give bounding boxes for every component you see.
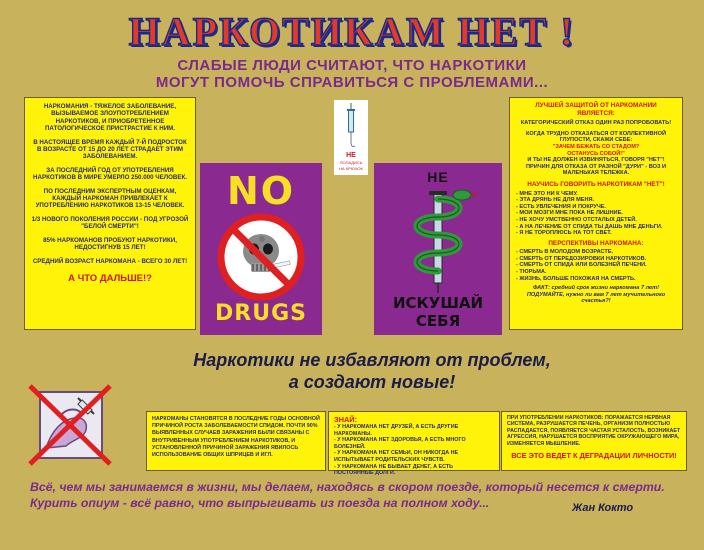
subtitle-line-2: МОГУТ ПОМОЧЬ СПРАВИТЬСЯ С ПРОБЛЕМАМИ... bbox=[155, 74, 549, 91]
know-line: - У НАРКОМАНА НЕТ СЕМЬИ, ОН НИКОГДА НЕ ИСПЫТЫВАЕТ РОДИТЕЛЬСКИХ ЧУВСТВ. bbox=[334, 450, 459, 463]
slogan-line-1: Наркотики не избавляют от проблем, bbox=[193, 350, 551, 370]
list-item: - МНЕ ЭТО НИ К ЧЕМУ. bbox=[516, 190, 578, 197]
snake-card bbox=[374, 163, 502, 335]
know-info-box bbox=[328, 411, 500, 477]
snake-card-word2: СЕБЯ bbox=[415, 312, 461, 330]
question-text: А ЧТО ДАЛЬШЕ!? bbox=[68, 272, 152, 284]
statistic-text: 1/3 НОВОГО ПОКОЛЕНИЯ РОССИИ - ПОД УГРОЗОЙ "БЕЛОЙ СМЕРТИ"! bbox=[31, 215, 189, 231]
statistic-text: ЗА ПОСЛЕДНИЙ ГОД ОТ УПОТРЕБЛЕНИЯ НАРКОТИКОВ В МИРЕ УМЕРЛО 250.000 ЧЕЛОВЕК. bbox=[33, 166, 187, 182]
syringe-hand-icon bbox=[22, 378, 117, 473]
statistic-text: 85% НАРКОМАНОВ ПРОБУЮТ НАРКОТИКИ, НЕДОСТИГНУВ 15 ЛЕТ! bbox=[43, 236, 177, 252]
know-line: - У НАРКОМАНА НЕ БЫВАЕТ ДЕНЕГ, А ЕСТЬ ПОСТОЯННЫЕ ДОЛГИ. bbox=[334, 463, 453, 477]
page-title: НАРКОТИКАМ НЕТ ! bbox=[128, 9, 576, 54]
list-item: - ЭТА ДРЯНЬ НЕ ДЛЯ МЕНЯ. bbox=[516, 197, 595, 204]
list-item: - НЕ ХОЧУ УМСТВЕННО ОТСТАЛЫХ ДЕТЕЙ. bbox=[516, 216, 637, 223]
quote-line-1: Всё, чем мы занимаемся в жизни, мы делаем, находясь в скором поезде, который несется к смерти. bbox=[30, 480, 665, 494]
apologize-text: И ТЫ НЕ ДОЛЖЕН ИЗВИНЯТЬСЯ, ГОВОРЯ "НЕТ"! ПРИЧИН ДЛЯ ОТКАЗА ОТ РАЗНОЙ "ДУРИ" - ВОЗ И МАЛЕНЬКАЯ ТЕЛЕЖКА. bbox=[525, 157, 667, 177]
fact-text-1: ФАКТ: средний срок жизни наркомана 7 лет! bbox=[532, 285, 659, 292]
no-drugs-card bbox=[200, 163, 322, 335]
list-item: - А НА ЛЕЧЕНИЕ ОТ СПИДА ТЫ ДАШЬ МНЕ ДЕНЬГИ. bbox=[516, 223, 663, 230]
list-item: - ТЮРЬМА. bbox=[516, 269, 547, 276]
degradation-text: ВСЕ ЭТО ВЕДЕТ К ДЕГРАДАЦИИ ЛИЧНОСТИ! bbox=[511, 451, 677, 461]
list-item: - Я НЕ ТОРОПЛЮСЬ НА ТОТ СВЕТ. bbox=[516, 230, 612, 237]
syringe-icon bbox=[334, 100, 368, 152]
know-heading: ЗНАЙ: bbox=[334, 415, 358, 424]
list-item: - ЕСТЬ УВЛЕЧЕНИЯ И ПОКРУЧЕ. bbox=[516, 203, 607, 210]
snake-icon bbox=[374, 185, 502, 295]
syringe-card bbox=[334, 100, 368, 175]
protection-heading: ЛУЧШЕЙ ЗАЩИТОЙ ОТ НАРКОМАНИИ bbox=[535, 102, 657, 109]
protection-heading-2: ЯВЛЯЕТСЯ: bbox=[577, 109, 615, 117]
know-line: - У НАРКОМАНА НЕТ ЗДОРОВЬЯ, А ЕСТЬ МНОГО БОЛЕЗНЕЙ. bbox=[334, 437, 466, 450]
statistic-text: ПО ПОСЛЕДНИМ ЭКСПЕРТНЫМ ОЦЕНКАМ, КАЖДЫЙ НАРКОМАН ПРИВЛЕКАЕТ К УПОТРЕБЛЕНИЮ НАРКОТИКОВ 13-15 ЧЕЛОВЕК. bbox=[35, 187, 185, 210]
crossed-out-picture bbox=[22, 378, 117, 473]
list-item: - СМЕРТЬ В МОЛОДОМ ВОЗРАСТЕ. bbox=[516, 249, 614, 256]
no-text: NO bbox=[226, 169, 296, 213]
quote-author: Жан Кокто bbox=[572, 502, 634, 514]
slogan-line-2: а создают новые! bbox=[288, 372, 456, 392]
subtitle-line-1: СЛАБЫЕ ЛЮДИ СЧИТАЮТ, ЧТО НАРКОТИКИ bbox=[177, 57, 527, 74]
statistic-text: СРЕДНИЙ ВОЗРАСТ НАРКОМАНА - ВСЕГО 30 ЛЕТ! bbox=[32, 257, 188, 265]
syringe-card-ne: НЕ bbox=[346, 152, 356, 159]
prospects-title: ПЕРСПЕКТИВЫ НАРКОМАНА: bbox=[548, 239, 644, 247]
skull-prohibition-icon bbox=[200, 211, 322, 311]
syringe-card-line2: ПОПАДИСЬ bbox=[339, 160, 363, 165]
list-item: - МОИ МОЗГИ МНЕ ПОКА НЕ ЛИШНИЕ. bbox=[516, 210, 623, 217]
statistics-panel bbox=[24, 97, 196, 330]
drugs-text: DRUGS bbox=[215, 301, 307, 326]
effects-text: ПРИ УПОТРЕБЛЕНИИ НАРКОТИКОВ: ПОРАЖАЕТСЯ НЕРВНАЯ СИСТЕМА, РАЗРУШАЕТСЯ ПЕЧЕНЬ, ОРГАНИЗМ ПОЛНОСТЬЮ РАСПАДАЕТСЯ, ПОЯВЛЯЕТСЯ ЧАСТАЯ УСТАЛОСТЬ, ВОЗНИКАЕТ АГРЕССИЯ, НАРУШАЕТСЯ ВОСПРИЯТИЕ ОКРУЖАЮЩЕГО МИРА, ИЗМЕНЯЕТСЯ МЫШЛЕНИЕ. bbox=[507, 415, 681, 447]
snake-card-word1: ИСКУШАЙ bbox=[392, 294, 484, 312]
statistic-text: В НАСТОЯЩЕЕ ВРЕМЯ КАЖДЫЙ 7-Й ПОДРОСТОК В ВОЗРАСТЕ ОТ 15 ДО 20 ЛЕТ СТРАДАЕТ ЭТИМ ЗАБОЛЕВАНИЕМ. bbox=[33, 138, 187, 161]
snake-card-ne: НЕ bbox=[427, 169, 449, 185]
know-line: - У НАРКОМАНА НЕТ ДРУЗЕЙ, А ЕСТЬ ДРУГИЕ НАРКОМАНЫ. bbox=[334, 424, 459, 437]
quote-text-2: ОСТАНУСЬ СОБОЙ!" bbox=[567, 150, 625, 157]
syringe-card-line3: НА КРЮЧОК bbox=[339, 166, 363, 171]
hard-refuse-text: КОГДА ТРУДНО ОТКАЗАТЬСЯ ОТ КОЛЛЕКТИВНОЙ ГЛУПОСТИ, СКАЖИ СЕБЕ: bbox=[526, 130, 666, 144]
fact-text-2: ПОДУМАЙТЕ, нужно ли вам 7 лет мучительного счастья?! bbox=[526, 291, 666, 305]
quote-text-1: "ЗАЧЕМ БЕЖАТЬ СО СТАДОМ? bbox=[552, 143, 640, 150]
aids-info-box: НАРКОМАНЫ СТАНОВЯТСЯ В ПОСЛЕДНИЕ ГОДЫ ОСНОВНОЙ ПРИЧИНОЙ РОСТА ЗАБОЛЕВАЕМОСТИ СПИДОМ. ПОЧТИ 90% ВЫЯВЛЕННЫХ СЛУЧАЕВ ЗАРАЖЕНИЯ БЫЛИ СВЯЗАНЫ С ВНУТРИВЕННЫМ УПОТРЕБЛЕНИЕМ НАРКОТИКОВ, И УСТАНОВЛЕННОЙ ПРИЧИНОЙ ЗАРАЖЕНИЯ ЯВИЛОСЬ ИСПОЛЬЗОВАНИЕ ОБЩИХ ШПРИЦЕВ И ИГЛ. bbox=[146, 411, 326, 471]
say-no-list bbox=[516, 191, 676, 237]
list-item: - СМЕРТЬ ОТ ПЕРЕДОЗИРОВКИ НАРКОТИКОВ. bbox=[516, 255, 647, 262]
list-item: - ЖИЗНЬ, БОЛЬШЕ ПОХОЖАЯ НА СМЕРТЬ. bbox=[516, 275, 636, 282]
refusal-text: КАТЕГОРИЧЕСКИЙ ОТКАЗ ОДИН РАЗ ПОПРОБОВАТЬ! bbox=[520, 120, 672, 127]
list-item: - СМЕРТЬ ОТ СПИДА ИЛИ БОЛЕЗНЕЙ ПЕЧЕНИ. bbox=[516, 262, 647, 269]
prospects-list bbox=[516, 249, 676, 282]
statistic-text: НАРКОМАНИЯ - ТЯЖЕЛОЕ ЗАБОЛЕВАНИЕ, ВЫЗЫВАЕМОЕ ЗЛОУПОТРЕБЛЕНИЕМ НАРКОТИКОВ, И ПРИОБРЕТЕННОЕ ПАТОЛОГИЧЕСКОЕ ПРИСТРАСТИЕ К НИМ. bbox=[43, 103, 177, 133]
protection-panel bbox=[509, 97, 683, 330]
quote-line-2: Курить опиум - всё равно, что выпрыгивать из поезда на полном ходу... bbox=[30, 495, 490, 510]
effects-info-box bbox=[501, 411, 687, 471]
say-no-title: НАУЧИСЬ ГОВОРИТЬ НАРКОТИКАМ "НЕТ"! bbox=[527, 180, 665, 188]
